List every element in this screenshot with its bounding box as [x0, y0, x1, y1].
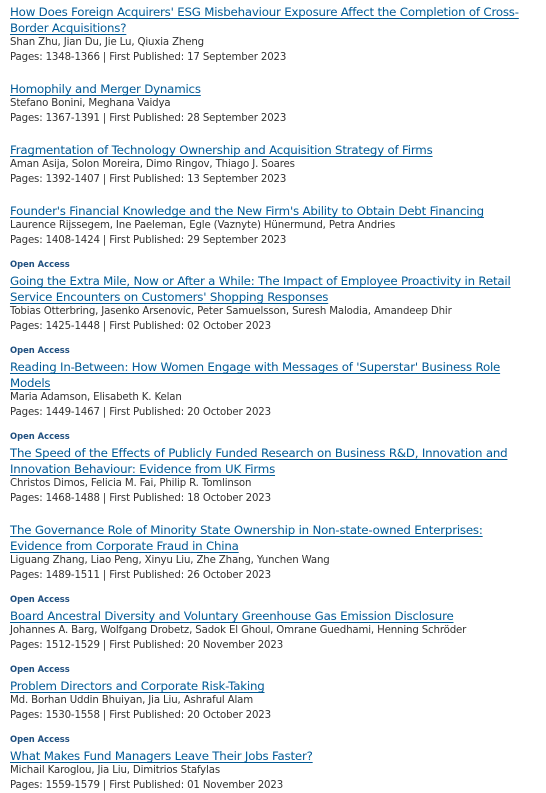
article-authors: Liguang Zhang, Liao Peng, Xinyu Liu, Zhe Zhang, Yunchen Wang	[10, 554, 536, 569]
article-item	[10, 345, 536, 420]
article-authors: Shan Zhu, Jian Du, Jie Lu, Qiuxia Zheng	[10, 36, 536, 51]
article-authors: Christos Dimos, Felicia M. Fai, Philip R. Tomlinson	[10, 477, 536, 492]
article-item	[10, 522, 536, 583]
article-title-link[interactable]: Fragmentation of Technology Ownership and Acquisition Strategy of Firms	[10, 142, 536, 158]
article-pages-published: Pages: 1425-1448 | First Published: 02 October 2023	[10, 320, 536, 335]
article-title-link[interactable]: What Makes Fund Managers Leave Their Jobs Faster?	[10, 748, 536, 764]
article-pages-published: Pages: 1559-1579 | First Published: 01 November 2023	[10, 779, 536, 793]
article-title-link[interactable]: The Governance Role of Minority State Ownership in Non-state-owned Enterprises: Evidence from Corporate Fraud in China	[10, 522, 536, 554]
article-item	[10, 664, 536, 723]
article-authors: Tobias Otterbring, Jasenko Arsenovic, Peter Samuelsson, Suresh Malodia, Amandeep Dhir	[10, 305, 536, 320]
open-access-badge: Open Access	[10, 345, 536, 355]
article-item	[10, 203, 536, 248]
article-pages-published: Pages: 1367-1391 | First Published: 28 September 2023	[10, 112, 536, 127]
open-access-badge: Open Access	[10, 431, 536, 441]
article-item	[10, 734, 536, 793]
open-access-badge: Open Access	[10, 594, 536, 604]
article-title-link[interactable]: How Does Foreign Acquirers' ESG Misbehaviour Exposure Affect the Completion of Cross-Border Acquisitions?	[10, 4, 536, 36]
article-item	[10, 81, 536, 126]
article-authors: Maria Adamson, Elisabeth K. Kelan	[10, 391, 536, 406]
article-title-link[interactable]: Reading In-Between: How Women Engage with Messages of 'Superstar' Business Role Models	[10, 359, 536, 391]
article-authors: Laurence Rijssegem, Ine Paeleman, Egle (Vaznyte) Hünermund, Petra Andries	[10, 219, 536, 234]
article-authors: Johannes A. Barg, Wolfgang Drobetz, Sadok El Ghoul, Omrane Guedhami, Henning Schröder	[10, 624, 536, 639]
article-item	[10, 142, 536, 187]
article-title-link[interactable]: Homophily and Merger Dynamics	[10, 81, 536, 97]
article-pages-published: Pages: 1449-1467 | First Published: 20 October 2023	[10, 406, 536, 421]
article-item	[10, 259, 536, 334]
article-authors: Michail Karoglou, Jia Liu, Dimitrios Stafylas	[10, 764, 536, 779]
article-pages-published: Pages: 1512-1529 | First Published: 20 November 2023	[10, 639, 536, 654]
article-title-link[interactable]: The Speed of the Effects of Publicly Funded Research on Business R&D, Innovation and Innovation Behaviour: Evidence from UK Firms	[10, 445, 536, 477]
open-access-badge: Open Access	[10, 734, 536, 744]
article-title-link[interactable]: Problem Directors and Corporate Risk-Taking	[10, 678, 536, 694]
article-item	[10, 594, 536, 653]
open-access-badge: Open Access	[10, 259, 536, 269]
article-title-link[interactable]: Board Ancestral Diversity and Voluntary Greenhouse Gas Emission Disclosure	[10, 608, 536, 624]
article-item	[10, 431, 536, 506]
article-title-link[interactable]: Going the Extra Mile, Now or After a While: The Impact of Employee Proactivity in Retail Service Encounters on Customers' Shopping Responses	[10, 273, 536, 305]
article-pages-published: Pages: 1392-1407 | First Published: 13 September 2023	[10, 173, 536, 188]
article-authors: Stefano Bonini, Meghana Vaidya	[10, 97, 536, 112]
article-pages-published: Pages: 1408-1424 | First Published: 29 September 2023	[10, 234, 536, 249]
article-item	[10, 4, 536, 65]
article-title-link[interactable]: Founder's Financial Knowledge and the New Firm's Ability to Obtain Debt Financing	[10, 203, 536, 219]
article-pages-published: Pages: 1348-1366 | First Published: 17 September 2023	[10, 51, 536, 66]
article-pages-published: Pages: 1530-1558 | First Published: 20 October 2023	[10, 709, 536, 724]
article-pages-published: Pages: 1468-1488 | First Published: 18 October 2023	[10, 492, 536, 507]
article-pages-published: Pages: 1489-1511 | First Published: 26 October 2023	[10, 569, 536, 584]
article-authors: Md. Borhan Uddin Bhuiyan, Jia Liu, Ashraful Alam	[10, 694, 536, 709]
article-authors: Aman Asija, Solon Moreira, Dimo Ringov, Thiago J. Soares	[10, 158, 536, 173]
open-access-badge: Open Access	[10, 664, 536, 674]
